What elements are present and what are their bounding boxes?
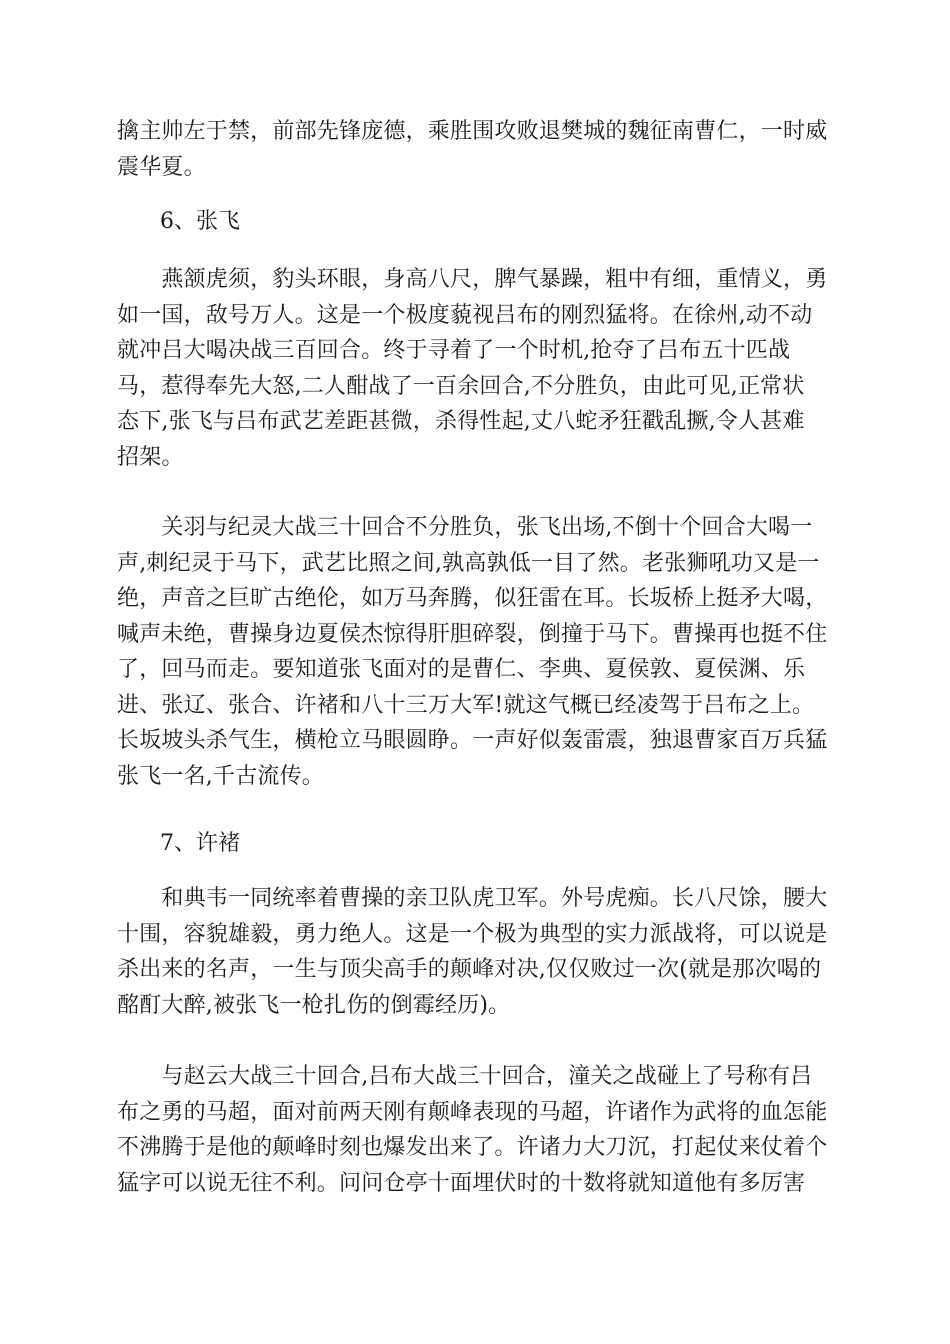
- section-heading-zhang-fei: 6、张飞: [160, 209, 240, 234]
- paragraph-guan-yu-end: [117, 114, 837, 185]
- text-line: 十围，容貌雄毅，勇力绝人。这是一个极为典型的实力派战将，可以说是: [117, 921, 828, 947]
- text-line: 就冲吕大喝决战三百回合。终于寻着了一个时机,抢夺了吕布五十匹战: [117, 338, 791, 363]
- text-line: 了，回马而走。要知道张飞面对的是曹仁、李典、夏侯敦、夏侯渊、乐: [117, 657, 806, 682]
- paragraph-xu-chu-intro: [117, 881, 837, 1023]
- text-line: 招架。: [117, 444, 184, 470]
- text-line: 布之勇的马超，面对前两天刚有颠峰表现的马超，许诸作为武将的血怎能: [117, 1099, 828, 1125]
- text-line: 与赵云大战三十回合,吕布大战三十回合，潼关之战碰上了号称有吕: [117, 1064, 813, 1089]
- text-line: 擒主帅左于禁，前部先锋庞德，乘胜围攻败退樊城的魏征南曹仁，一时威: [117, 119, 828, 144]
- text-line: 绝，声音之巨旷古绝伦，如万马奔腾，似狂雷在耳。长坂桥上挺矛大喝，: [117, 586, 828, 611]
- text-line: 酩酊大醉,被张飞一枪扎伤的倒霉经历)。: [117, 992, 511, 1018]
- text-line: 不沸腾于是他的颠峰时刻也爆发出来了。许诸力大刀沉，打起仗来仗着个: [117, 1135, 828, 1160]
- paragraph-xu-chu-battles: [117, 1059, 837, 1201]
- paragraph-zhang-fei-battles: [117, 510, 837, 794]
- text-line: 和典韦一同统率着曹操的亲卫队虎卫军。外号虎痴。长八尺馀，腰大: [117, 886, 828, 911]
- section-heading-xu-chu: 7、许褚: [160, 831, 240, 856]
- text-line: 喊声未绝，曹操身边夏侯杰惊得肝胆碎裂，倒撞于马下。曹操再也挺不住: [117, 621, 828, 647]
- text-line: 马，惹得奉先大怒,二人酣战了一百余回合,不分胜负，由此可见,正常状: [117, 373, 805, 399]
- text-line: 猛字可以说无往不利。问问仓亭十面埋伏时的十数将就知道他有多厉害: [117, 1170, 806, 1196]
- text-line: 关羽与纪灵大战三十回合不分胜负，张飞出场,不倒十个回合大喝一: [117, 515, 813, 540]
- text-line: 长坂坡头杀气生，横枪立马眼圆睁。一声好似轰雷震，独退曹家百万兵猛: [117, 728, 828, 753]
- text-line: 张飞一名,千古流传。: [117, 763, 324, 789]
- paragraph-zhang-fei-intro: [117, 262, 837, 475]
- text-line: 杀出来的名声，一生与顶尖高手的颠峰对决,仅仅败过一次(就是那次喝的: [117, 957, 822, 982]
- text-line: 如一国，敌号万人。这是一个极度藐视吕布的刚烈猛将。在徐州,动不动: [117, 302, 813, 328]
- text-line: 态下,张飞与吕布武艺差距甚微，杀得性起,丈八蛇矛狂戳乱撅,令人甚难: [117, 409, 805, 434]
- text-line: 进、张辽、张合、许褚和八十三万大军!就这气概已经凌驾于吕布之上。: [117, 692, 815, 718]
- text-line: 燕颔虎须，豹头环眼，身高八尺，脾气暴躁，粗中有细，重情义，勇: [117, 267, 828, 292]
- text-line: 震华夏。: [117, 154, 206, 180]
- text-line: 声,刺纪灵于马下，武艺比照之间,孰高孰低一目了然。老张狮吼功又是一: [117, 550, 820, 576]
